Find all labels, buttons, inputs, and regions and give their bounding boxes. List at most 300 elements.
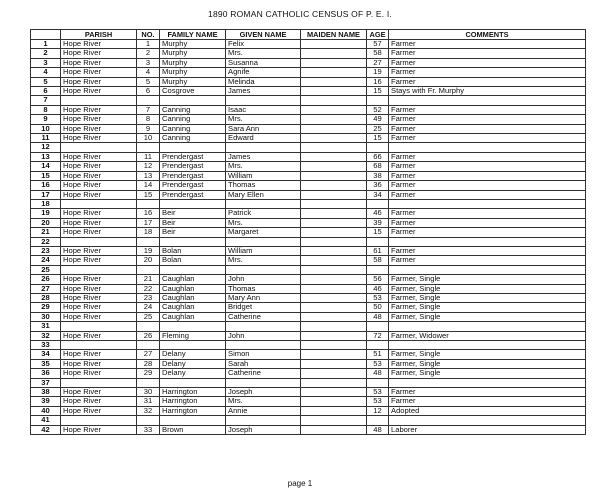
given-name-cell: Patrick [226, 209, 301, 218]
row-number-cell: 27 [31, 284, 61, 293]
table-row [31, 312, 586, 321]
table-row [31, 124, 586, 133]
given-name-cell: James [226, 87, 301, 96]
row-number-cell: 1 [31, 40, 61, 49]
family-name-cell: Caughlan [160, 312, 226, 321]
maiden-name-cell [301, 359, 367, 368]
family-name-cell: Delany [160, 359, 226, 368]
maiden-name-cell [301, 275, 367, 284]
given-name-cell: Joseph [226, 388, 301, 397]
comments-cell: Farmer [389, 256, 586, 265]
comments-cell: Farmer, Single [389, 350, 586, 359]
maiden-name-cell [301, 134, 367, 143]
maiden-name-cell [301, 256, 367, 265]
age-cell: 68 [367, 162, 389, 171]
age-cell: 16 [367, 77, 389, 86]
family-name-cell: Harrington [160, 406, 226, 415]
parish-cell: Hope River [61, 209, 137, 218]
age-cell [367, 322, 389, 331]
family-name-cell [160, 143, 226, 152]
age-cell: 48 [367, 369, 389, 378]
age-cell: 61 [367, 246, 389, 255]
parish-cell: Hope River [61, 359, 137, 368]
col-header-row-number [31, 30, 61, 40]
no-cell: 27 [137, 350, 160, 359]
no-cell: 24 [137, 303, 160, 312]
given-name-cell: Catherine [226, 369, 301, 378]
maiden-name-cell [301, 331, 367, 340]
row-number-cell: 12 [31, 143, 61, 152]
row-number-cell: 32 [31, 331, 61, 340]
table-row [31, 275, 586, 284]
row-number-cell: 16 [31, 181, 61, 190]
comments-cell: Farmer [389, 115, 586, 124]
family-name-cell [160, 237, 226, 246]
table-row [31, 331, 586, 340]
census-table [30, 29, 586, 435]
no-cell: 32 [137, 406, 160, 415]
given-name-cell [226, 143, 301, 152]
family-name-cell: Beir [160, 209, 226, 218]
parish-cell: Hope River [61, 124, 137, 133]
no-cell: 9 [137, 124, 160, 133]
comments-cell: Farmer [389, 246, 586, 255]
family-name-cell: Beir [160, 218, 226, 227]
parish-cell: Hope River [61, 350, 137, 359]
maiden-name-cell [301, 341, 367, 350]
parish-cell: Hope River [61, 406, 137, 415]
family-name-cell: Cosgrove [160, 87, 226, 96]
parish-cell: Hope River [61, 246, 137, 255]
given-name-cell: Edward [226, 134, 301, 143]
table-row [31, 293, 586, 302]
maiden-name-cell [301, 87, 367, 96]
parish-cell [61, 96, 137, 105]
given-name-cell: Sara Ann [226, 124, 301, 133]
table-row [31, 359, 586, 368]
no-cell: 7 [137, 105, 160, 114]
family-name-cell: Fleming [160, 331, 226, 340]
age-cell: 15 [367, 134, 389, 143]
no-cell: 12 [137, 162, 160, 171]
comments-cell: Farmer [389, 228, 586, 237]
given-name-cell: William [226, 171, 301, 180]
row-number-cell: 3 [31, 58, 61, 67]
col-header-age: AGE [367, 30, 389, 40]
row-number-cell: 37 [31, 378, 61, 387]
age-cell: 27 [367, 58, 389, 67]
family-name-cell [160, 199, 226, 208]
table-row [31, 322, 586, 331]
no-cell: 8 [137, 115, 160, 124]
comments-cell [389, 199, 586, 208]
age-cell: 53 [367, 397, 389, 406]
family-name-cell: Beir [160, 228, 226, 237]
row-number-cell: 41 [31, 416, 61, 425]
row-number-cell: 30 [31, 312, 61, 321]
maiden-name-cell [301, 58, 367, 67]
census-body [31, 40, 586, 435]
no-cell: 31 [137, 397, 160, 406]
family-name-cell: Murphy [160, 68, 226, 77]
no-cell: 33 [137, 425, 160, 434]
parish-cell: Hope River [61, 397, 137, 406]
age-cell: 36 [367, 181, 389, 190]
row-number-cell: 23 [31, 246, 61, 255]
parish-cell: Hope River [61, 68, 137, 77]
row-number-cell: 35 [31, 359, 61, 368]
parish-cell [61, 322, 137, 331]
maiden-name-cell [301, 40, 367, 49]
given-name-cell [226, 378, 301, 387]
table-row [31, 388, 586, 397]
parish-cell [61, 143, 137, 152]
row-number-cell: 28 [31, 293, 61, 302]
maiden-name-cell [301, 162, 367, 171]
age-cell [367, 416, 389, 425]
row-number-cell: 25 [31, 265, 61, 274]
parish-cell [61, 341, 137, 350]
parish-cell [61, 237, 137, 246]
age-cell: 38 [367, 171, 389, 180]
row-number-cell: 4 [31, 68, 61, 77]
family-name-cell: Prendergast [160, 190, 226, 199]
comments-cell: Stays with Fr. Murphy [389, 87, 586, 96]
given-name-cell [226, 265, 301, 274]
table-row [31, 143, 586, 152]
maiden-name-cell [301, 293, 367, 302]
given-name-cell: Thomas [226, 284, 301, 293]
row-number-cell: 31 [31, 322, 61, 331]
given-name-cell: Susanna [226, 58, 301, 67]
comments-cell: Farmer, Single [389, 284, 586, 293]
parish-cell: Hope River [61, 115, 137, 124]
family-name-cell: Brown [160, 425, 226, 434]
no-cell [137, 341, 160, 350]
table-row [31, 152, 586, 161]
table-row [31, 209, 586, 218]
comments-cell: Farmer [389, 40, 586, 49]
age-cell: 49 [367, 115, 389, 124]
comments-cell: Farmer [389, 209, 586, 218]
row-number-cell: 38 [31, 388, 61, 397]
parish-cell: Hope River [61, 134, 137, 143]
row-number-cell: 34 [31, 350, 61, 359]
row-number-cell: 14 [31, 162, 61, 171]
family-name-cell [160, 322, 226, 331]
no-cell: 3 [137, 58, 160, 67]
comments-cell [389, 237, 586, 246]
parish-cell: Hope River [61, 77, 137, 86]
given-name-cell: Simon [226, 350, 301, 359]
table-row [31, 246, 586, 255]
parish-cell: Hope River [61, 331, 137, 340]
table-row [31, 397, 586, 406]
age-cell: 72 [367, 331, 389, 340]
no-cell: 15 [137, 190, 160, 199]
family-name-cell: Canning [160, 115, 226, 124]
given-name-cell: Agnife [226, 68, 301, 77]
maiden-name-cell [301, 322, 367, 331]
given-name-cell: Mrs. [226, 397, 301, 406]
row-number-cell: 40 [31, 406, 61, 415]
row-number-cell: 8 [31, 105, 61, 114]
age-cell [367, 199, 389, 208]
no-cell: 25 [137, 312, 160, 321]
age-cell: 19 [367, 68, 389, 77]
table-row [31, 425, 586, 434]
given-name-cell: Mrs. [226, 115, 301, 124]
family-name-cell: Caughlan [160, 284, 226, 293]
comments-cell: Farmer [389, 190, 586, 199]
table-row [31, 199, 586, 208]
family-name-cell [160, 378, 226, 387]
age-cell: 48 [367, 425, 389, 434]
age-cell [367, 378, 389, 387]
maiden-name-cell [301, 199, 367, 208]
table-row [31, 265, 586, 274]
family-name-cell: Delany [160, 350, 226, 359]
given-name-cell: Isaac [226, 105, 301, 114]
no-cell [137, 322, 160, 331]
maiden-name-cell [301, 284, 367, 293]
maiden-name-cell [301, 350, 367, 359]
comments-cell: Farmer, Single [389, 359, 586, 368]
comments-cell: Farmer [389, 77, 586, 86]
family-name-cell: Harrington [160, 397, 226, 406]
no-cell [137, 416, 160, 425]
no-cell: 16 [137, 209, 160, 218]
family-name-cell: Caughlan [160, 293, 226, 302]
parish-cell: Hope River [61, 40, 137, 49]
given-name-cell: Mrs. [226, 256, 301, 265]
family-name-cell [160, 341, 226, 350]
comments-cell: Farmer [389, 181, 586, 190]
table-row [31, 190, 586, 199]
no-cell: 14 [137, 181, 160, 190]
family-name-cell: Caughlan [160, 303, 226, 312]
maiden-name-cell [301, 218, 367, 227]
age-cell: 51 [367, 350, 389, 359]
age-cell [367, 143, 389, 152]
given-name-cell: Joseph [226, 425, 301, 434]
no-cell: 6 [137, 87, 160, 96]
col-header-family-name: FAMILY NAME [160, 30, 226, 40]
family-name-cell [160, 416, 226, 425]
family-name-cell: Murphy [160, 58, 226, 67]
table-row [31, 134, 586, 143]
row-number-cell: 18 [31, 199, 61, 208]
comments-cell: Farmer [389, 152, 586, 161]
maiden-name-cell [301, 397, 367, 406]
age-cell: 56 [367, 275, 389, 284]
given-name-cell [226, 237, 301, 246]
row-number-cell: 33 [31, 341, 61, 350]
no-cell [137, 199, 160, 208]
age-cell: 48 [367, 312, 389, 321]
document-title: 1890 ROMAN CATHOLIC CENSUS OF P. E. I. [208, 9, 392, 19]
given-name-cell [226, 416, 301, 425]
row-number-cell: 20 [31, 218, 61, 227]
row-number-cell: 2 [31, 49, 61, 58]
row-number-cell: 42 [31, 425, 61, 434]
row-number-cell: 6 [31, 87, 61, 96]
maiden-name-cell [301, 228, 367, 237]
table-row [31, 105, 586, 114]
given-name-cell: Felix [226, 40, 301, 49]
maiden-name-cell [301, 237, 367, 246]
row-number-cell: 26 [31, 275, 61, 284]
comments-cell [389, 96, 586, 105]
given-name-cell: Margaret [226, 228, 301, 237]
parish-cell: Hope River [61, 152, 137, 161]
given-name-cell: Mary Ellen [226, 190, 301, 199]
parish-cell: Hope River [61, 190, 137, 199]
age-cell [367, 341, 389, 350]
family-name-cell: Canning [160, 124, 226, 133]
no-cell: 28 [137, 359, 160, 368]
comments-cell: Farmer [389, 171, 586, 180]
row-number-cell: 22 [31, 237, 61, 246]
row-number-cell: 36 [31, 369, 61, 378]
maiden-name-cell [301, 312, 367, 321]
no-cell: 18 [137, 228, 160, 237]
comments-cell [389, 322, 586, 331]
given-name-cell: Thomas [226, 181, 301, 190]
family-name-cell: Delany [160, 369, 226, 378]
family-name-cell: Murphy [160, 40, 226, 49]
row-number-cell: 10 [31, 124, 61, 133]
given-name-cell: James [226, 152, 301, 161]
given-name-cell [226, 341, 301, 350]
given-name-cell: Mrs. [226, 218, 301, 227]
given-name-cell [226, 96, 301, 105]
row-number-cell: 24 [31, 256, 61, 265]
parish-cell: Hope River [61, 425, 137, 434]
comments-cell: Laborer [389, 425, 586, 434]
age-cell [367, 265, 389, 274]
row-number-cell: 19 [31, 209, 61, 218]
row-number-cell: 13 [31, 152, 61, 161]
no-cell [137, 378, 160, 387]
age-cell: 58 [367, 256, 389, 265]
family-name-cell: Prendergast [160, 181, 226, 190]
maiden-name-cell [301, 96, 367, 105]
table-row [31, 218, 586, 227]
page-number: page 1 [287, 479, 313, 488]
family-name-cell: Bolan [160, 246, 226, 255]
no-cell: 23 [137, 293, 160, 302]
comments-cell [389, 341, 586, 350]
parish-cell [61, 416, 137, 425]
comments-cell: Farmer, Single [389, 312, 586, 321]
age-cell: 46 [367, 284, 389, 293]
table-row [31, 96, 586, 105]
given-name-cell [226, 322, 301, 331]
given-name-cell: Sarah [226, 359, 301, 368]
col-header-comments: COMMENTS [389, 30, 586, 40]
maiden-name-cell [301, 246, 367, 255]
comments-cell [389, 416, 586, 425]
family-name-cell: Bolan [160, 256, 226, 265]
age-cell [367, 237, 389, 246]
no-cell [137, 143, 160, 152]
comments-cell: Farmer, Single [389, 303, 586, 312]
family-name-cell: Prendergast [160, 162, 226, 171]
family-name-cell: Harrington [160, 388, 226, 397]
age-cell: 53 [367, 359, 389, 368]
parish-cell: Hope River [61, 303, 137, 312]
age-cell: 66 [367, 152, 389, 161]
maiden-name-cell [301, 105, 367, 114]
parish-cell [61, 199, 137, 208]
table-row [31, 237, 586, 246]
table-row [31, 378, 586, 387]
given-name-cell: Mrs. [226, 162, 301, 171]
comments-cell: Farmer, Widower [389, 331, 586, 340]
col-header-given-name: GIVEN NAME [226, 30, 301, 40]
table-row [31, 284, 586, 293]
table-row [31, 416, 586, 425]
family-name-cell: Canning [160, 105, 226, 114]
age-cell: 57 [367, 40, 389, 49]
maiden-name-cell [301, 303, 367, 312]
parish-cell: Hope River [61, 58, 137, 67]
age-cell: 53 [367, 293, 389, 302]
age-cell: 15 [367, 228, 389, 237]
comments-cell: Farmer, Single [389, 369, 586, 378]
maiden-name-cell [301, 190, 367, 199]
row-number-cell: 15 [31, 171, 61, 180]
maiden-name-cell [301, 124, 367, 133]
no-cell: 11 [137, 152, 160, 161]
family-name-cell: Canning [160, 134, 226, 143]
comments-cell: Farmer [389, 218, 586, 227]
age-cell: 46 [367, 209, 389, 218]
table-row [31, 171, 586, 180]
table-row [31, 115, 586, 124]
parish-cell: Hope River [61, 388, 137, 397]
age-cell: 52 [367, 105, 389, 114]
table-row [31, 369, 586, 378]
no-cell: 13 [137, 171, 160, 180]
age-cell: 53 [367, 388, 389, 397]
no-cell [137, 265, 160, 274]
no-cell: 5 [137, 77, 160, 86]
given-name-cell: Mrs. [226, 49, 301, 58]
parish-cell: Hope River [61, 369, 137, 378]
comments-cell: Farmer, Single [389, 293, 586, 302]
maiden-name-cell [301, 68, 367, 77]
maiden-name-cell [301, 181, 367, 190]
maiden-name-cell [301, 152, 367, 161]
parish-cell: Hope River [61, 181, 137, 190]
table-row [31, 162, 586, 171]
comments-cell [389, 143, 586, 152]
parish-cell: Hope River [61, 87, 137, 96]
row-number-cell: 21 [31, 228, 61, 237]
table-row [31, 228, 586, 237]
maiden-name-cell [301, 369, 367, 378]
table-row [31, 58, 586, 67]
maiden-name-cell [301, 143, 367, 152]
no-cell: 30 [137, 388, 160, 397]
given-name-cell: John [226, 331, 301, 340]
age-cell: 34 [367, 190, 389, 199]
table-row [31, 40, 586, 49]
age-cell: 12 [367, 406, 389, 415]
no-cell: 20 [137, 256, 160, 265]
